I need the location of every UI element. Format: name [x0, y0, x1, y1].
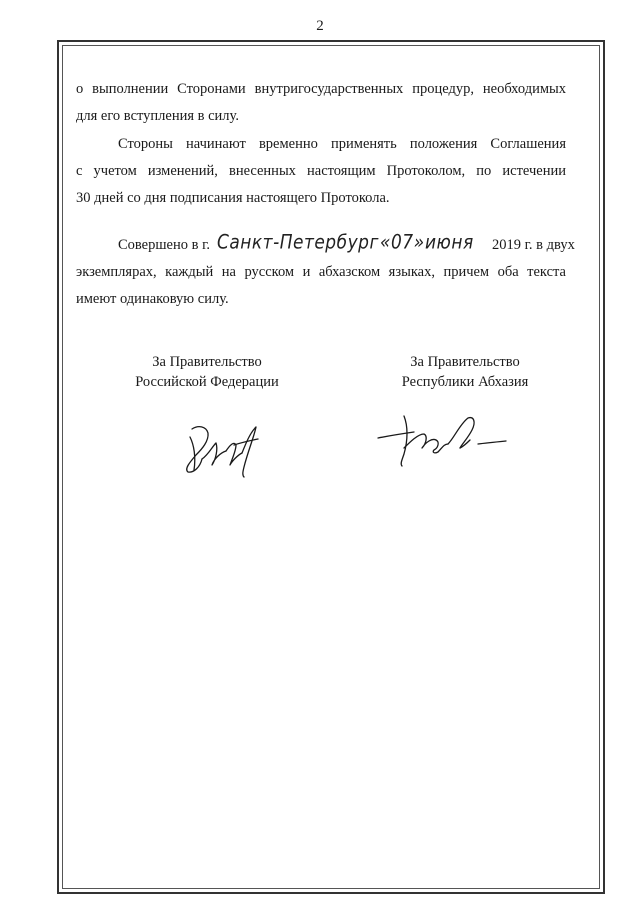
handwritten-city: Санкт-Петербург [217, 231, 379, 255]
paragraph-procedures [76, 76, 566, 130]
paragraph-line: о выполнении Сторонами внутригосударственных процедур, необходимых [76, 81, 566, 97]
paragraph-line: 30 дней со дня подписания настоящего Протокола. [76, 190, 390, 206]
paragraph-line: с учетом изменений, внесенных настоящим Протоколом, по истечении [76, 163, 566, 179]
page-number: 2 [316, 18, 324, 34]
handwritten-day: «07» [380, 231, 425, 255]
paragraph-line: Стороны начинают временно применять положения Соглашения [118, 136, 566, 152]
signatory-russia [97, 352, 317, 392]
paragraph-provisional-application [76, 131, 566, 212]
signatory-abkhazia [355, 352, 575, 392]
paragraph-line: имеют одинаковую силу. [76, 291, 229, 307]
done-at-year: 2019 г. в двух [492, 237, 575, 253]
signatory-russia-line2: Российской Федерации [135, 374, 279, 390]
paragraph-line: экземплярах, каждый на русском и абхазском языках, причем оба текста [76, 264, 566, 280]
signature-russia [172, 415, 272, 480]
signature-abkhazia [374, 408, 514, 468]
handwritten-month: июня [425, 231, 474, 255]
done-at-line [76, 231, 575, 259]
done-at-prefix: Совершено в г. [118, 237, 211, 253]
signatory-russia-line1: За Правительство [152, 354, 262, 370]
paragraph-line: для его вступления в силу. [76, 108, 239, 124]
paragraph-done-at [76, 231, 575, 313]
signatory-abkhazia-line1: За Правительство [410, 354, 520, 370]
signatory-abkhazia-line2: Республики Абхазия [401, 374, 529, 390]
